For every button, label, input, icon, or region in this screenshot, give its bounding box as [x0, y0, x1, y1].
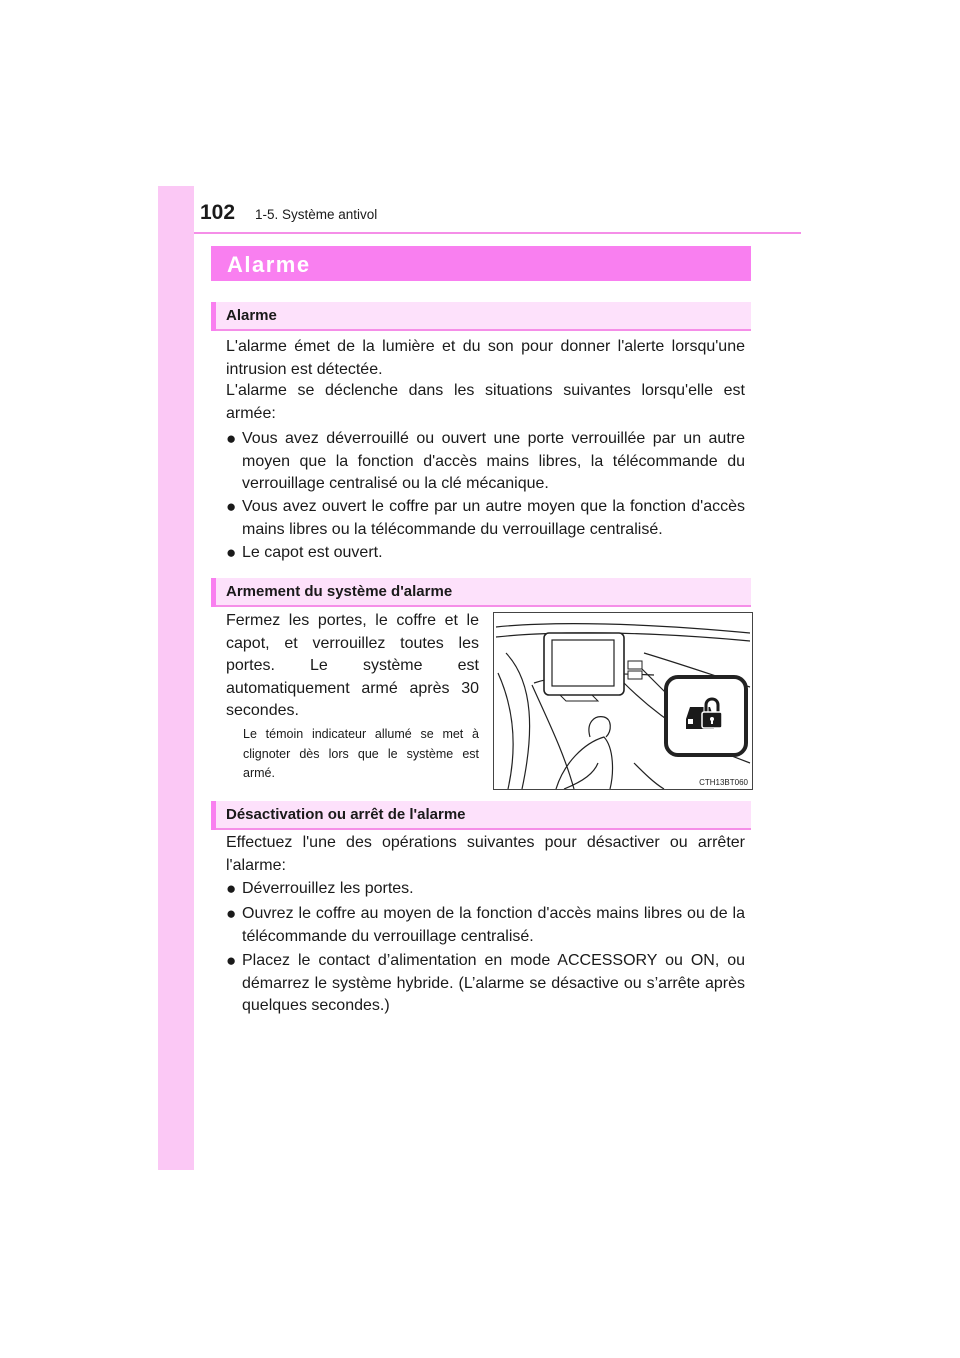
page-number: 102	[200, 201, 236, 224]
main-title: Alarme	[227, 252, 311, 277]
list-item-text: Vous avez déverrouillé ou ouvert une porte verrouillée par un autre moyen que la fonction d'accès mains libres, la télécommande du verrouillage centralisé ou la clé mécanique.	[242, 430, 745, 492]
list-item-text: Placez le contact d’alimentation en mode ACCESSORY ou ON, ou démarrez le système hybride. (L’alarme se désactive ou s’arrête après quelques secondes.)	[242, 952, 745, 1014]
chapter-sidebar-tab	[158, 186, 194, 1170]
bullet-icon: ●	[226, 543, 237, 562]
bullet-icon: ●	[226, 879, 237, 898]
paragraph: Fermez les portes, le coffre et le capot, et verrouillez toutes les portes. Le système est automatiquement armé après 30 secondes.	[226, 612, 479, 719]
list-item-text: Déverrouillez les portes.	[242, 880, 414, 897]
section-reference: 1-5. Système antivol	[255, 207, 378, 222]
subheading-label: Désactivation ou arrêt de l'alarme	[226, 806, 466, 823]
dashboard-drawing	[494, 613, 752, 789]
list-item-text: Ouvrez le coffre au moyen de la fonction d'accès mains libres ou de la télécommande du verrouillage centralisé.	[242, 905, 745, 945]
list-item	[226, 542, 745, 565]
dashboard-illustration	[493, 612, 753, 790]
header-rule	[194, 232, 801, 234]
list-item	[226, 428, 745, 496]
list-item	[226, 950, 745, 1018]
bullet-icon: ●	[226, 951, 237, 970]
bullet-icon: ●	[226, 904, 237, 923]
paragraph: L'alarme se déclenche dans les situations suivantes lorsqu'elle est armée:	[226, 382, 745, 422]
subheading-alarme	[211, 302, 751, 331]
subheading-armement	[211, 578, 751, 607]
list-item-text: Le capot est ouvert.	[242, 544, 383, 561]
subheading-label: Alarme	[226, 307, 277, 324]
bullet-icon: ●	[226, 429, 237, 448]
list-item	[226, 903, 745, 948]
bullet-icon: ●	[226, 497, 237, 516]
list-item	[226, 496, 745, 541]
paragraph: Effectuez l'une des opérations suivantes pour désactiver ou arrêter l'alarme:	[226, 834, 745, 874]
subheading-desactivation	[211, 801, 751, 830]
note-text: Le témoin indicateur allumé se met à clignoter dès lors que le système est armé.	[243, 727, 479, 780]
list-item	[226, 878, 745, 901]
paragraph: L'alarme émet de la lumière et du son pour donner l'alerte lorsqu'une intrusion est détectée.	[226, 338, 745, 378]
list-item-text: Vous avez ouvert le coffre par un autre moyen que la fonction d'accès mains libres ou la télécommande du verrouillage centralisé.	[242, 498, 745, 538]
subheading-label: Armement du système d'alarme	[226, 583, 453, 600]
illustration-code: CTH13BT060	[699, 778, 748, 787]
main-title-bar	[211, 246, 751, 281]
